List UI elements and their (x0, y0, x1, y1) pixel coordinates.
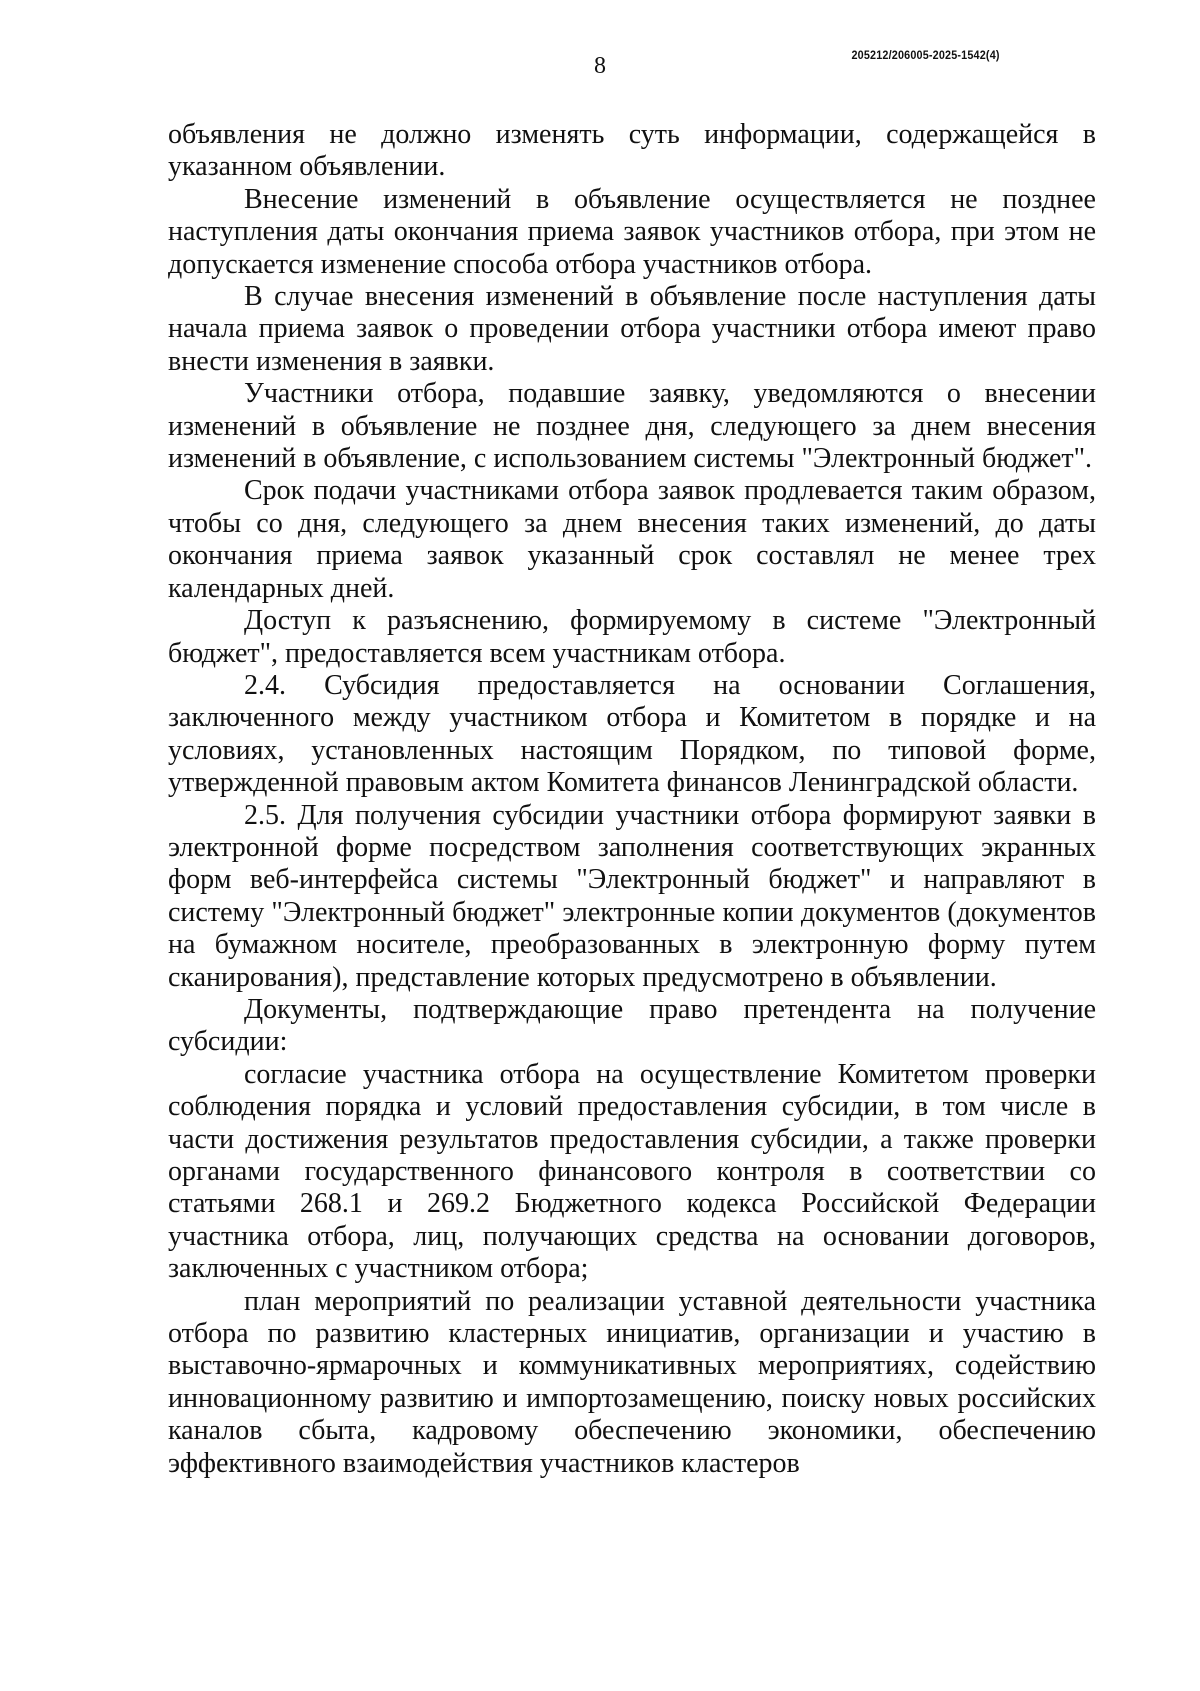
paragraph: В случае внесения изменений в объявление после наступления даты начала приема заявок о проведении отбора участники отбора имеют право внести изменения в заявки. (168, 281, 1096, 377)
paragraph: Документы, подтверждающие право претендента на получение субсидии: (168, 993, 1096, 1058)
paragraph: Внесение изменений в объявление осуществляется не позднее наступления даты окончания приема заявок участников отбора, при этом не допускается изменение способа отбора участников отбора. (168, 183, 1096, 280)
paragraph: план мероприятий по реализации уставной деятельности участника отбора по развитию кластерных инициатив, организации и участию в выставочно-ярмарочных и коммуникативных мероприятиях, содействию инновационному развитию и импортозамещению, поиску новых российских каналов сбыта, кадровому обеспечению экономики, обеспечению эффективного взаимодействия участников кластеров (168, 1285, 1096, 1479)
document-id: 205212/206005-2025-1542(4) (851, 48, 1000, 62)
page-number: 8 (594, 53, 606, 79)
paragraph: объявления не должно изменять суть информации, содержащейся в указанном объявлении. (168, 119, 1096, 183)
paragraph: согласие участника отбора на осуществление Комитетом проверки соблюдения порядка и условий предоставления субсидии, в том числе в части достижения результатов предоставления субсидии, а также проверки органами государственного финансового контроля в соответствии со статьями 268.1 и 269.2 Бюджетного кодекса Российской Федерации участника отбора, лиц, получающих средства на основании договоров, заключенных с участником отбора; (168, 1058, 1096, 1285)
paragraph: Участники отбора, подавшие заявку, уведомляются о внесении изменений в объявление не позднее дня, следующего за днем внесения изменений в объявление, с использованием системы "Электронный бюджет". (168, 378, 1096, 475)
document-body (168, 119, 1096, 1480)
paragraph: Доступ к разъяснению, формируемому в системе "Электронный бюджет", предоставляется всем участникам отбора. (168, 605, 1096, 669)
paragraph: Срок подачи участниками отбора заявок продлевается таким образом, чтобы со дня, следующего за днем внесения таких изменений, до даты окончания приема заявок указанный срок составлял не менее трех календарных дней. (168, 475, 1096, 604)
paragraph: 2.5. Для получения субсидии участники отбора формируют заявки в электронной форме посредством заполнения соответствующих экранных форм веб-интерфейса системы "Электронный бюджет" и направляют в систему "Электронный бюджет" электронные копии документов (документов на бумажном носителе, преобразованных в электронную форму путем сканирования), представление которых предусмотрено в объявлении. (168, 799, 1096, 993)
paragraph: 2.4. Субсидия предоставляется на основании Соглашения, заключенного между участником отбора и Комитетом в порядке и на условиях, установленных настоящим Порядком, по типовой форме, утвержденной правовым актом Комитета финансов Ленинградской области. (168, 669, 1096, 799)
